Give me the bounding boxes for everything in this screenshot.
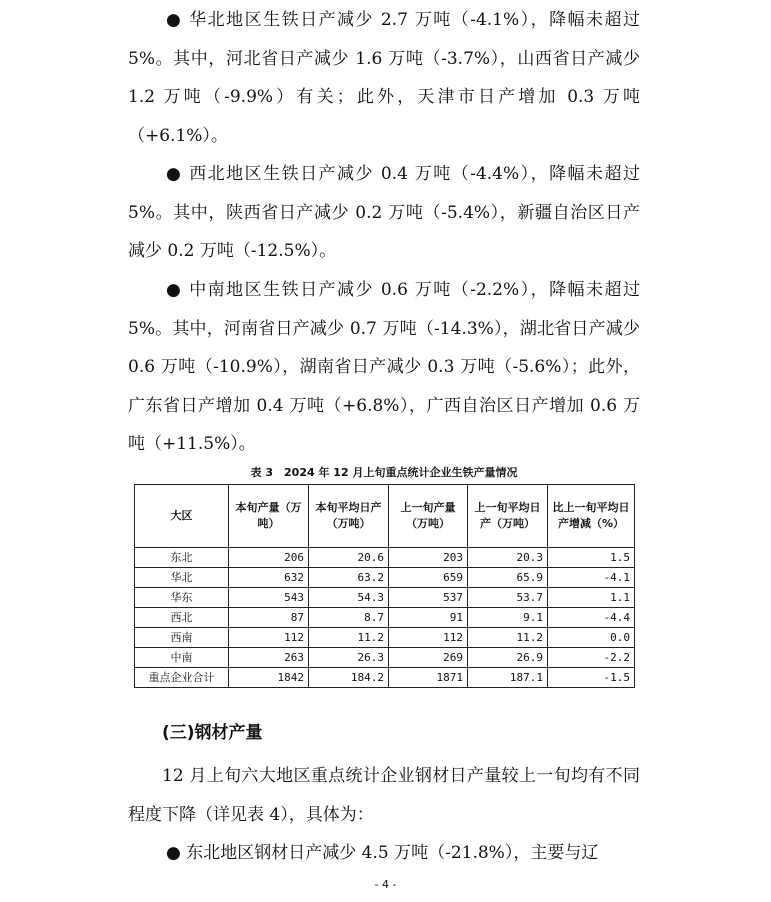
cell-value: 1.5 <box>548 548 635 568</box>
cell-value: 20.3 <box>468 548 548 568</box>
cell-value: 20.6 <box>309 548 389 568</box>
cell-value: 26.9 <box>468 648 548 668</box>
header-current-daily-avg: 本旬平均日产（万吨） <box>309 485 389 548</box>
cell-region: 重点企业合计 <box>135 668 229 688</box>
cell-value: -2.2 <box>548 648 635 668</box>
header-previous-output: 上一旬产量（万吨） <box>389 485 468 548</box>
cell-value: 203 <box>389 548 468 568</box>
paragraph-text: 12 月上旬六大地区重点统计企业钢材日产量较上一旬均有不同程度下降（详见表 4），具体为： <box>128 766 640 825</box>
cell-value: -4.1 <box>548 568 635 588</box>
cell-value: 187.1 <box>468 668 548 688</box>
table-row <box>135 548 635 568</box>
cell-value: 26.3 <box>309 648 389 668</box>
cell-value: -4.4 <box>548 608 635 628</box>
cell-region: 华东 <box>135 588 229 608</box>
paragraph-text: ● 东北地区钢材日产减少 4.5 万吨（-21.8%），主要与辽 <box>166 843 599 863</box>
cell-value: 206 <box>229 548 309 568</box>
cell-value: 269 <box>389 648 468 668</box>
cell-region: 西南 <box>135 628 229 648</box>
cell-region: 东北 <box>135 548 229 568</box>
table-total-row <box>135 668 635 688</box>
paragraph-steel-intro <box>128 757 640 834</box>
paragraph-north-china-iron <box>128 1 640 155</box>
cell-value: 112 <box>229 628 309 648</box>
cell-region: 中南 <box>135 648 229 668</box>
table-caption: 表 3 2024 年 12 月上旬重点统计企业生铁产量情况 <box>250 466 518 479</box>
cell-value: 537 <box>389 588 468 608</box>
table-row <box>135 588 635 608</box>
header-previous-daily-avg: 上一旬平均日产（万吨） <box>468 485 548 548</box>
cell-value: 0.0 <box>548 628 635 648</box>
paragraph-northwest-iron <box>128 155 640 271</box>
cell-value: 112 <box>389 628 468 648</box>
cell-value: 53.7 <box>468 588 548 608</box>
cell-region: 华北 <box>135 568 229 588</box>
header-region: 大区 <box>135 485 229 548</box>
cell-value: -1.5 <box>548 668 635 688</box>
cell-value: 263 <box>229 648 309 668</box>
cell-value: 54.3 <box>309 588 389 608</box>
cell-value: 543 <box>229 588 309 608</box>
header-change-pct: 比上一旬平均日产增减（%） <box>548 485 635 548</box>
table-row <box>135 628 635 648</box>
section-heading-steel-output: (三)钢材产量 <box>162 723 263 743</box>
cell-value: 184.2 <box>309 668 389 688</box>
paragraph-text: ● 中南地区生铁日产减少 0.6 万吨（-2.2%），降幅未超过 5%。其中，河南省日产减少 0.7 万吨（-14.3%），湖北省日产减少 0.6 万吨（-10.9%），湖南省日产减少 0.3 万吨（-5.6%）；此外，广东省日产增加 0.4 万吨（+6.8%），广西自治区日产增加 0.6 万吨（+11.5%）。 <box>128 280 640 454</box>
pig-iron-output-table <box>134 484 635 688</box>
paragraph-central-south-iron <box>128 271 640 464</box>
cell-value: 632 <box>229 568 309 588</box>
cell-value: 65.9 <box>468 568 548 588</box>
cell-value: 91 <box>389 608 468 628</box>
cell-value: 87 <box>229 608 309 628</box>
cell-value: 8.7 <box>309 608 389 628</box>
table-row <box>135 648 635 668</box>
cell-value: 659 <box>389 568 468 588</box>
cell-value: 9.1 <box>468 608 548 628</box>
cell-value: 1842 <box>229 668 309 688</box>
paragraph-text: ● 西北地区生铁日产减少 0.4 万吨（-4.4%），降幅未超过 5%。其中，陕西省日产减少 0.2 万吨（-5.4%），新疆自治区日产减少 0.2 万吨（-12.5%）。 <box>128 164 640 261</box>
table-header-row <box>135 485 635 548</box>
table-row <box>135 608 635 628</box>
cell-value: 11.2 <box>468 628 548 648</box>
paragraph-text: ● 华北地区生铁日产减少 2.7 万吨（-4.1%），降幅未超过 5%。其中，河北省日产减少 1.6 万吨（-3.7%），山西省日产减少 1.2 万吨（-9.9%）有关；此外，天津市日产增加 0.3 万吨（+6.1%）。 <box>128 10 640 146</box>
cell-value: 1871 <box>389 668 468 688</box>
cell-value: 63.2 <box>309 568 389 588</box>
cell-value: 11.2 <box>309 628 389 648</box>
cell-value: 1.1 <box>548 588 635 608</box>
cell-region: 西北 <box>135 608 229 628</box>
paragraph-northeast-steel <box>128 834 640 873</box>
table-row <box>135 568 635 588</box>
page-number: - 4 - <box>374 878 397 891</box>
header-current-output: 本旬产量（万吨） <box>229 485 309 548</box>
